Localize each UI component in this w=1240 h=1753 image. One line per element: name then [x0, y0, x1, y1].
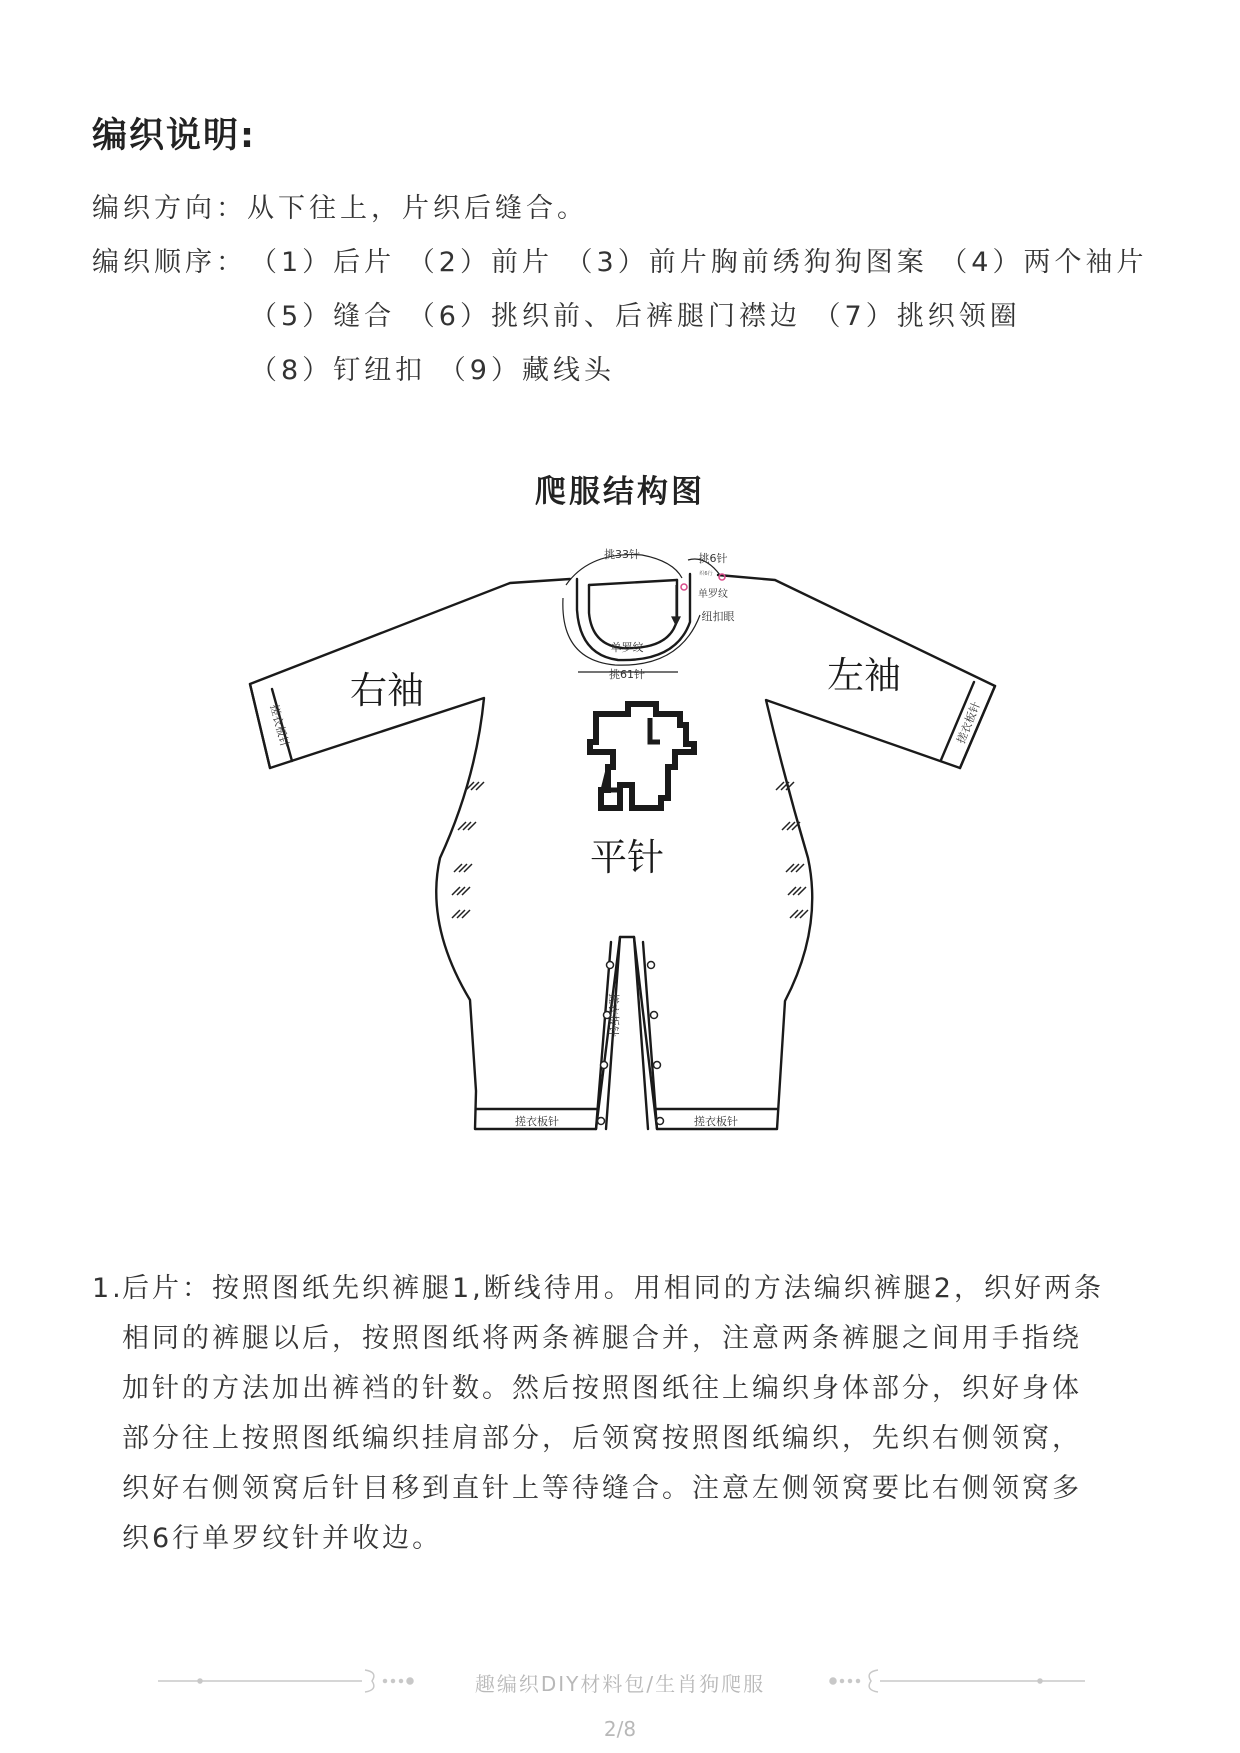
single-rib-label: 单罗纹: [610, 641, 644, 654]
tiny-rows-label: 织6行: [699, 571, 713, 577]
pick-6-label: 挑6针: [698, 552, 728, 565]
knitting-order-line-3: （8）钉纽扣 （9）藏线头: [250, 355, 615, 386]
snap-button: [598, 1118, 605, 1125]
snap-button: [657, 1118, 664, 1125]
knitting-direction: 编织方向：从下往上，片织后缝合。: [92, 193, 588, 224]
buttonhole-label: 纽扣眼: [701, 610, 735, 623]
decrease-mark: [452, 887, 470, 895]
snap-button: [601, 1062, 608, 1069]
decrease-mark: [452, 910, 470, 918]
step-line: 织好右侧领窝后针目移到直针上等待缝合。注意左侧领窝要比右侧领窝多: [122, 1473, 1082, 1504]
footer-title: 趣编织DIY材料包/生肖狗爬服: [474, 1672, 766, 1696]
decrease-mark: [786, 864, 804, 872]
single-rib-small-label: 单罗纹: [698, 589, 728, 600]
decrease-mark: [458, 822, 476, 830]
diagram-title: 爬服结构图: [535, 474, 705, 510]
pick-61-label: 挑61针: [609, 668, 645, 681]
step-line: 加针的方法加出裤裆的针数。然后按照图纸往上编织身体部分，织好身体: [122, 1373, 1082, 1404]
decrease-mark: [788, 887, 806, 895]
neckline-inner: [589, 580, 677, 648]
step-line: 相同的裤腿以后，按照图纸将两条裤腿合并，注意两条裤腿之间用手指绕: [122, 1323, 1082, 1354]
snap-button: [648, 962, 655, 969]
rib-arrow-head: [672, 617, 680, 625]
right-cuff-garter-label: 搓衣板针: [267, 703, 292, 750]
knitting-order-line-2: （5）缝合 （6）挑织前、后裤腿门襟边 （7）挑织领圈: [250, 301, 1021, 332]
snap-button: [651, 1012, 658, 1019]
step-number: 1.: [92, 1273, 124, 1304]
knitting-order-line-1: （1）后片 （2）前片 （3）前片胸前绣狗狗图案 （4）两个袖片: [250, 247, 1148, 278]
decrease-mark: [790, 910, 808, 918]
step-1: [92, 1264, 1152, 1564]
page-heading: 编织说明:: [92, 116, 256, 156]
pick-61-arc: [563, 598, 700, 665]
neck-band-top: [589, 580, 677, 585]
step-line: 织6行单罗纹针并收边。: [122, 1523, 443, 1554]
snap-button: [607, 962, 614, 969]
step-line: 部分往上按照图纸编织挂肩部分，后领窝按照图纸编织，先织右侧领窝，: [122, 1423, 1082, 1454]
step-line: 后片：按照图纸先织裤腿1,断线待用。用相同的方法编织裤腿2，织好两条: [122, 1273, 1104, 1304]
decrease-mark: [454, 864, 472, 872]
decrease-mark: [776, 782, 794, 790]
pick-33-label: 挑33针: [604, 548, 640, 561]
page-number: 2/8: [603, 1717, 637, 1741]
knitting-order-label: 编织顺序：: [92, 247, 247, 278]
placket-garter-label: 搓衣板针: [607, 993, 620, 1037]
left-sleeve-label: 左袖: [827, 654, 901, 697]
right-sleeve-label: 右袖: [350, 669, 424, 712]
hem-left-garter-label: 搓衣板针: [515, 1115, 559, 1128]
buttonhole-marker: [681, 584, 687, 590]
body-stitch-label: 平针: [590, 836, 664, 879]
hem-right-garter-label: 搓衣板针: [694, 1115, 738, 1128]
snap-button: [654, 1062, 661, 1069]
left-cuff-garter-label: 搓衣板针: [954, 699, 984, 746]
